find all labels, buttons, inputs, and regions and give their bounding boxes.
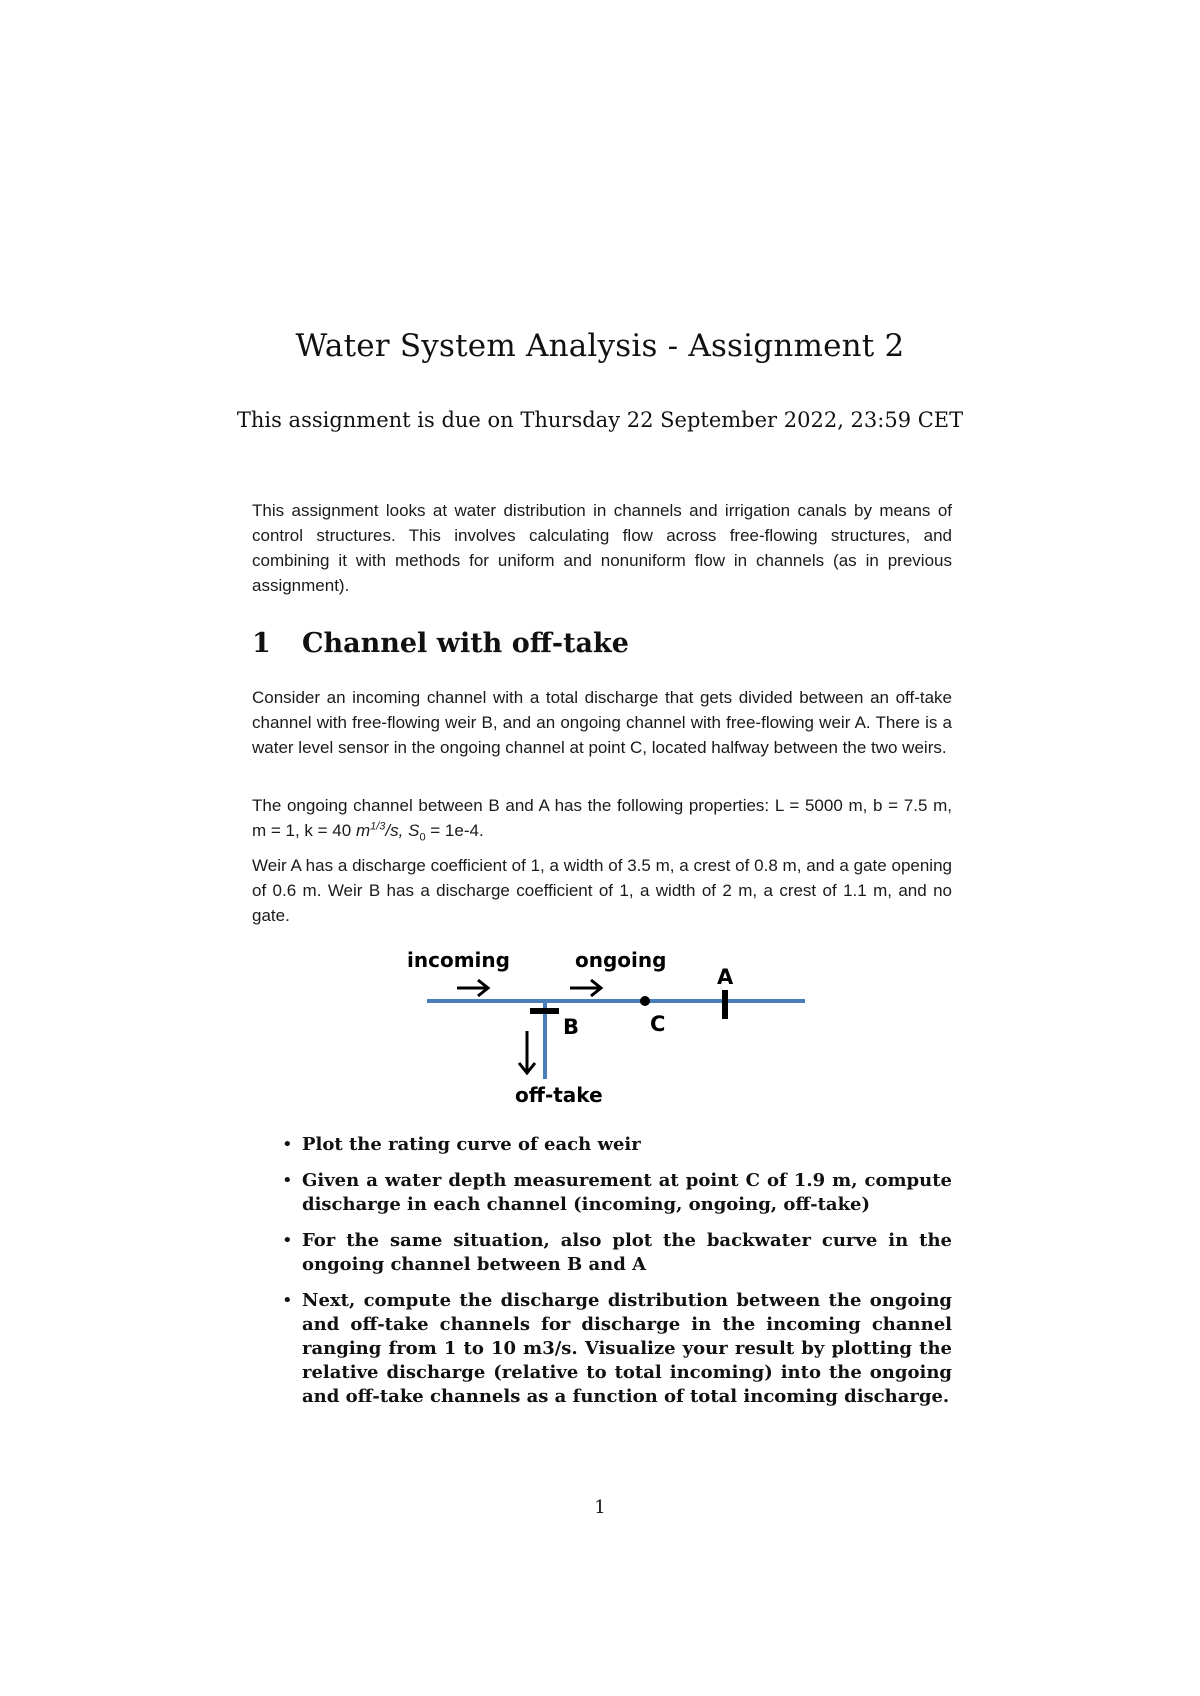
task-item [252, 1229, 952, 1277]
task-item [252, 1169, 952, 1217]
task-text: Next, compute the discharge distribution between the ongoing and off-take channels for discharge in the incoming channel ranging from 1 to 10 m3/s. Visualize your result by plotting the relative discharge (relative to total incoming) into the ongoing and off-take channels as a function of total incoming discharge. [302, 1290, 952, 1407]
section-number: 1 [252, 628, 271, 659]
label-c: C [650, 1012, 666, 1036]
label-a: A [717, 965, 734, 989]
offtake-arrow-icon [519, 1031, 535, 1073]
bullet-icon: • [282, 1170, 293, 1191]
task-text: Given a water depth measurement at point C of 1.9 m, compute discharge in each channel (incoming, ongoing, off-take) [302, 1170, 952, 1215]
paragraph-setup: Consider an incoming channel with a total discharge that gets divided between an off-take channel with free-flowing weir B, and an ongoing channel with free-flowing weir A. There is a water level sensor in the ongoing channel at point C, located halfway between the two weirs. [252, 688, 952, 757]
paragraph-weir-properties: Weir A has a discharge coefficient of 1, a width of 3.5 m, a crest of 0.8 m, and a gate opening of 0.6 m. Weir B has a discharge coefficient of 1, a width of 2 m, a crest of 1.1 m, and no gate. [252, 856, 952, 925]
task-text: For the same situation, also plot the backwater curve in the ongoing channel between B and A [302, 1230, 952, 1275]
task-item [252, 1289, 952, 1409]
task-list [252, 1133, 952, 1421]
label-incoming: incoming [407, 948, 510, 972]
label-b: B [563, 1015, 580, 1039]
task-item [252, 1133, 952, 1157]
bullet-icon: • [282, 1290, 293, 1311]
slope-subscript: 0 [419, 831, 426, 844]
task-text: Plot the rating curve of each weir [302, 1134, 641, 1155]
slope-symbol: S [408, 821, 420, 840]
bullet-icon: • [282, 1230, 293, 1251]
ongoing-arrow-icon [570, 980, 601, 996]
point-c-marker [640, 996, 650, 1006]
due-date-line: This assignment is due on Thursday 22 September 2022, 23:59 CET [236, 408, 964, 432]
section-heading [252, 628, 629, 659]
document-title: Water System Analysis - Assignment 2 [295, 328, 905, 364]
slope-value: = 1e-4. [425, 821, 484, 840]
paragraph-channel-properties [252, 793, 952, 843]
intro-paragraph: This assignment looks at water distribution in channels and irrigation canals by means of control structures. This involves calculating flow across free-flowing structures, and combining it with methods for uniform and nonuniform flow in channels (as in previous assignment). [252, 501, 952, 595]
section-title: Channel with off-take [302, 628, 629, 659]
channel-properties-text: The ongoing channel between B and A has the following properties: L = 5000 m, b = 7.5 m, m = 1, k = 40 [252, 796, 952, 840]
label-offtake: off-take [515, 1083, 603, 1107]
label-ongoing: ongoing [575, 948, 667, 972]
incoming-arrow-icon [457, 980, 488, 996]
unit-rest: /s, [385, 821, 409, 840]
channel-diagram [395, 945, 815, 1120]
bullet-icon: • [282, 1134, 293, 1155]
unit-m: m [355, 821, 371, 840]
unit-exponent: 1/3 [370, 820, 386, 833]
page-number: 1 [594, 1497, 606, 1518]
